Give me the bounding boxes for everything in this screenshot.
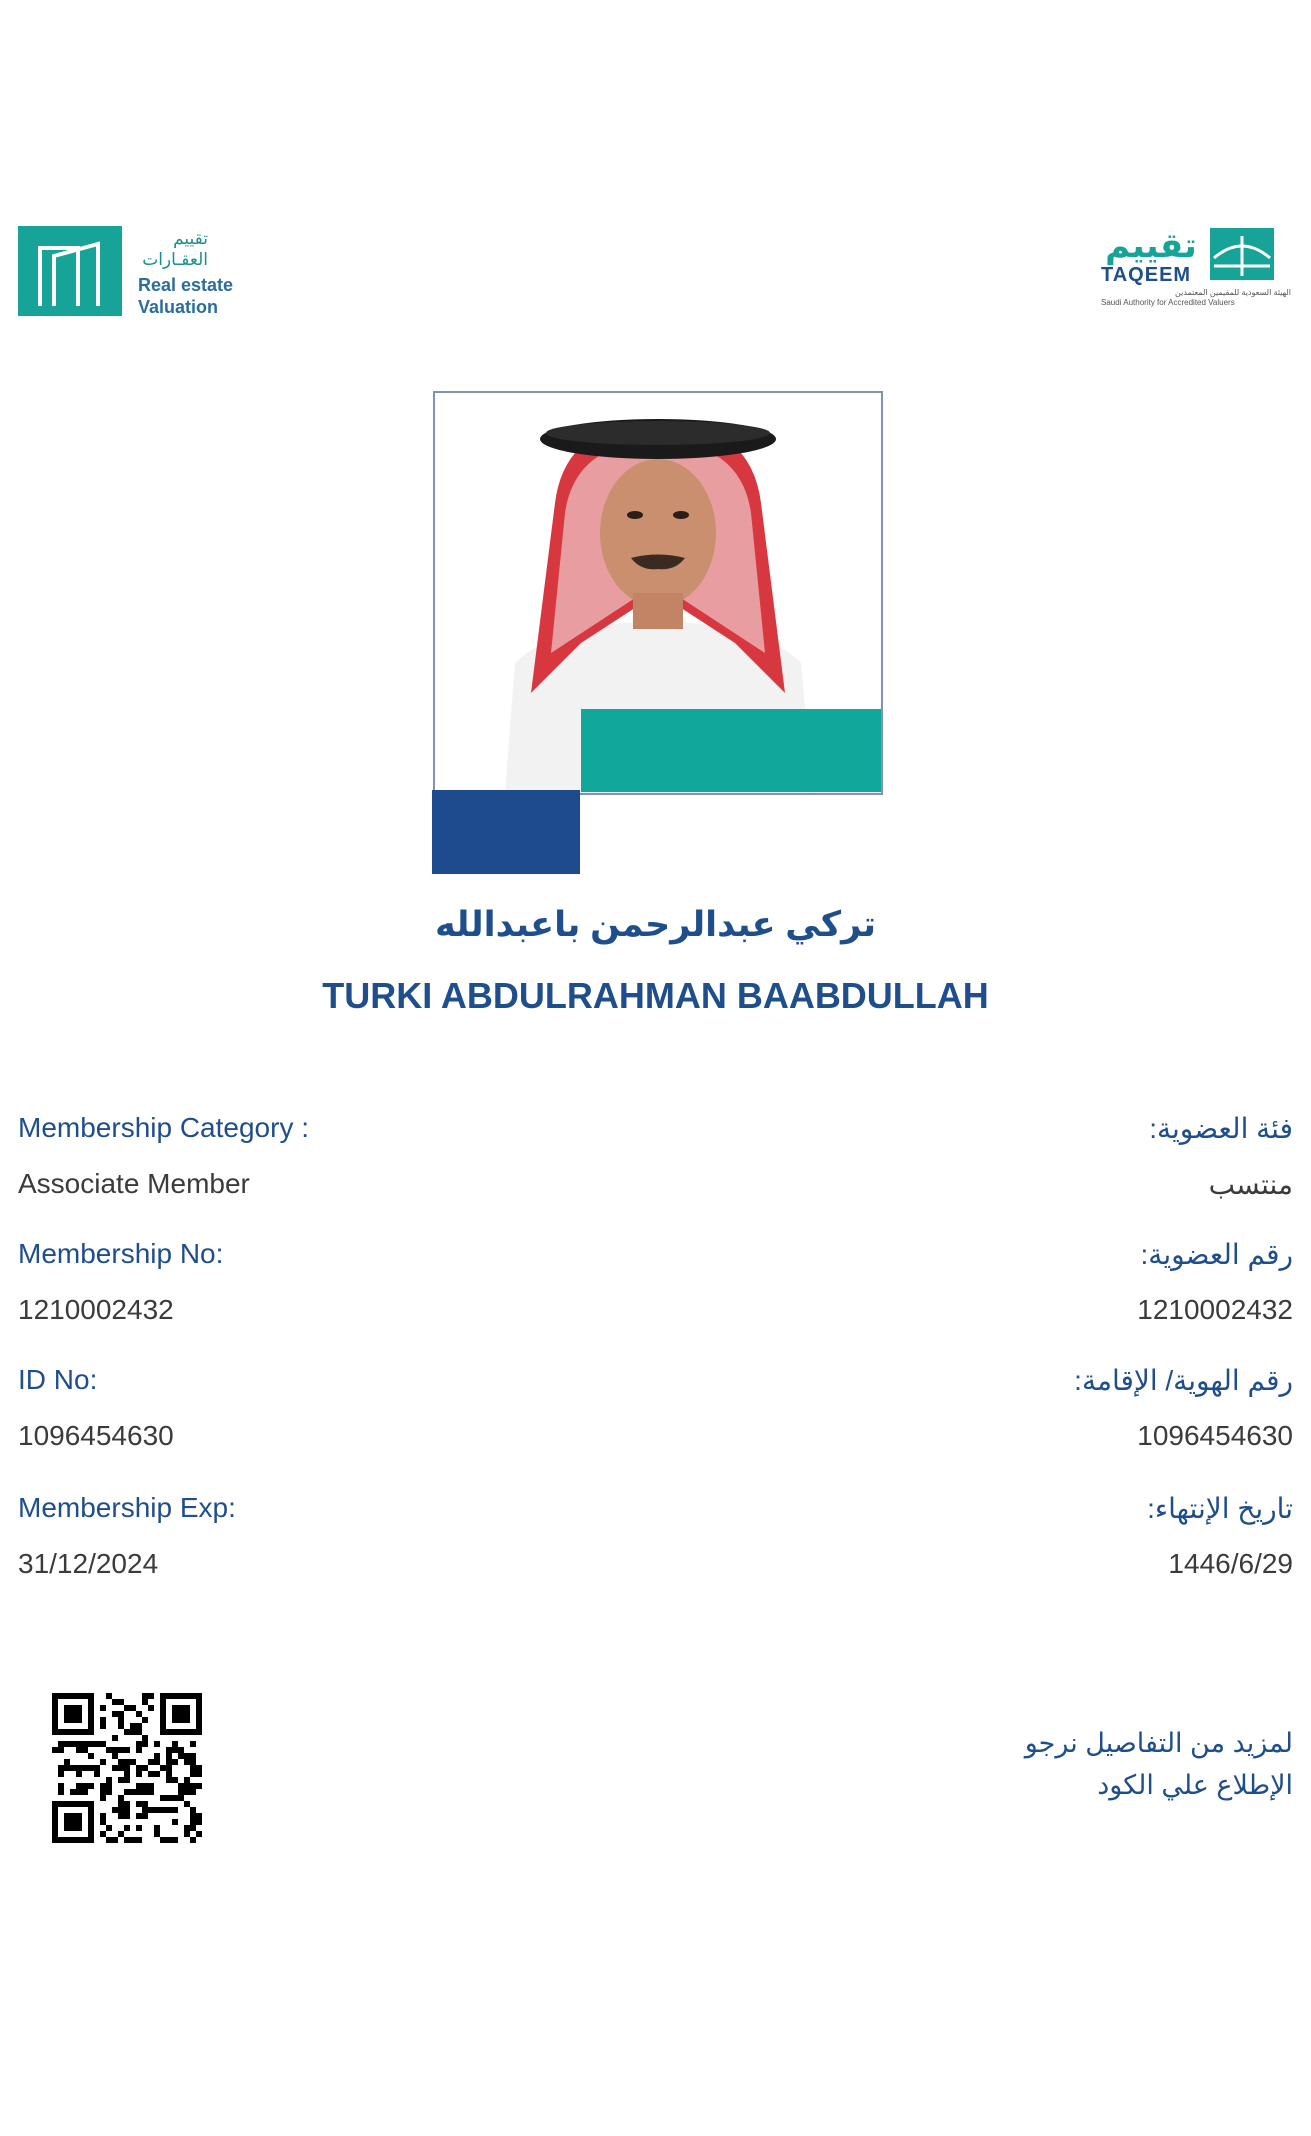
id-no-value-ar: 1096454630 [1137,1420,1293,1451]
membership-category-value-ar: منتسب [1208,1169,1293,1200]
taqeem-logo [1095,226,1295,320]
id-no-value-en: 1096454630 [18,1420,174,1451]
taqeem-english-text: TAQEEM [1101,264,1192,286]
membership-exp-label-ar: تاريخ الإنتهاء: [1147,1493,1293,1524]
membership-category-label-ar: فئة العضوية: [1149,1113,1293,1144]
id-no-label-ar: رقم الهوية/ الإقامة: [1074,1365,1293,1396]
id-no-label-en: ID No: [18,1364,98,1395]
member-name-english: TURKI ABDULRAHMAN BAABDULLAH [322,975,989,1016]
logo-arabic-text: تقييم العقـارات [142,229,208,269]
qr-note-line-1: لمزيد من التفاصيل نرجو [1024,1728,1293,1758]
member-name-arabic: تركي عبدالرحمن باعبدالله [435,905,876,944]
membership-exp-label-en: Membership Exp: [18,1492,236,1523]
membership-category-label-en: Membership Category : [18,1112,310,1143]
membership-no-label-ar: رقم العضوية: [1140,1239,1293,1270]
membership-exp-value-ar: 1446/6/29 [1168,1548,1293,1579]
membership-no-value-en: 1210002432 [18,1294,174,1325]
taqeem-arabic-text: تقييم [1105,227,1197,265]
membership-category-value-en: Associate Member [18,1168,250,1199]
qr-code[interactable] [52,1693,202,1843]
qr-note-line-2: الإطلاع علي الكود [1097,1770,1293,1800]
decorative-navy-block [432,790,580,874]
building-icon [18,226,122,316]
taqeem-mark-icon [1210,228,1274,280]
decorative-teal-block [581,709,881,792]
real-estate-valuation-logo [18,226,268,320]
membership-no-value-ar: 1210002432 [1137,1294,1293,1325]
membership-no-label-en: Membership No: [18,1238,224,1269]
membership-exp-value-en: 31/12/2024 [18,1548,159,1579]
logo-english-text: Real estate Valuation [138,275,234,317]
taqeem-subtitle: الهيئة السعودية للمقيمين المعتمدين Saudi Authority for Accredited Valuers [1101,288,1291,307]
